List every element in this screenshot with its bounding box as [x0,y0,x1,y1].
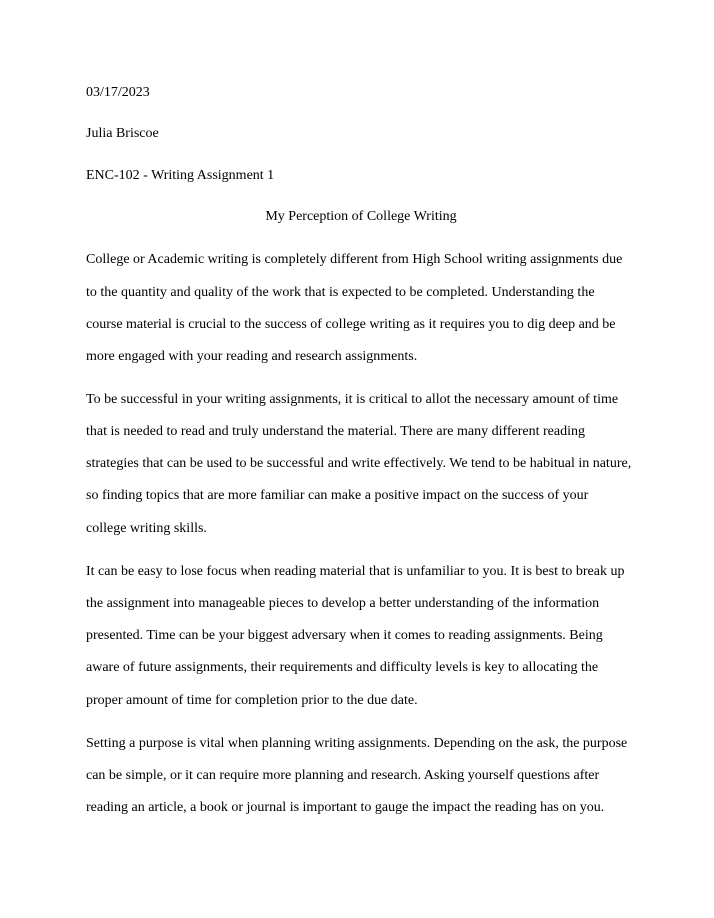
essay-title: My Perception of College Writing [265,209,457,224]
date-line: 03/17/2023 [86,85,150,100]
paragraph-3-line-3: presented. Time can be your biggest adversary when it comes to reading assignments. Being [86,628,603,643]
course-assignment-line: ENC-102 - Writing Assignment 1 [86,168,275,183]
paragraph-3-line-4: aware of future assignments, their requirements and difficulty levels is key to allocating the [86,660,599,675]
paragraph-2-line-5: college writing skills. [86,521,207,536]
paragraph-4-line-2: can be simple, or it can require more planning and research. Asking yourself questions after [86,768,600,783]
paragraph-3-line-1: It can be easy to lose focus when reading material that is unfamiliar to you. It is best to break up [86,564,625,579]
paragraph-2-line-3: strategies that can be used to be successful and write effectively. We tend to be habitual in nature, [86,456,632,471]
paragraph-2-line-2: that is needed to read and truly understand the material. There are many different reading [86,424,586,439]
paragraph-2-line-1: To be successful in your writing assignments, it is critical to allot the necessary amount of time [86,392,619,407]
paragraph-2-line-4: so finding topics that are more familiar can make a positive impact on the success of your [86,488,589,503]
paragraph-3-line-2: the assignment into manageable pieces to develop a better understanding of the information [86,596,600,611]
paragraph-1-line-2: to the quantity and quality of the work that is expected to be completed. Understanding the [86,285,595,300]
author-name: Julia Briscoe [86,126,159,141]
paragraph-3-line-5: proper amount of time for completion prior to the due date. [86,693,418,708]
paragraph-1-line-4: more engaged with your reading and research assignments. [86,349,418,364]
paragraph-4-line-1: Setting a purpose is vital when planning writing assignments. Depending on the ask, the purpose [86,736,628,751]
paragraph-1-line-1: College or Academic writing is completely different from High School writing assignments due [86,252,623,267]
paragraph-4-line-3: reading an article, a book or journal is important to gauge the impact the reading has on you. [86,800,605,815]
paragraph-1-line-3: course material is crucial to the success of college writing as it requires you to dig deep and be [86,317,616,332]
